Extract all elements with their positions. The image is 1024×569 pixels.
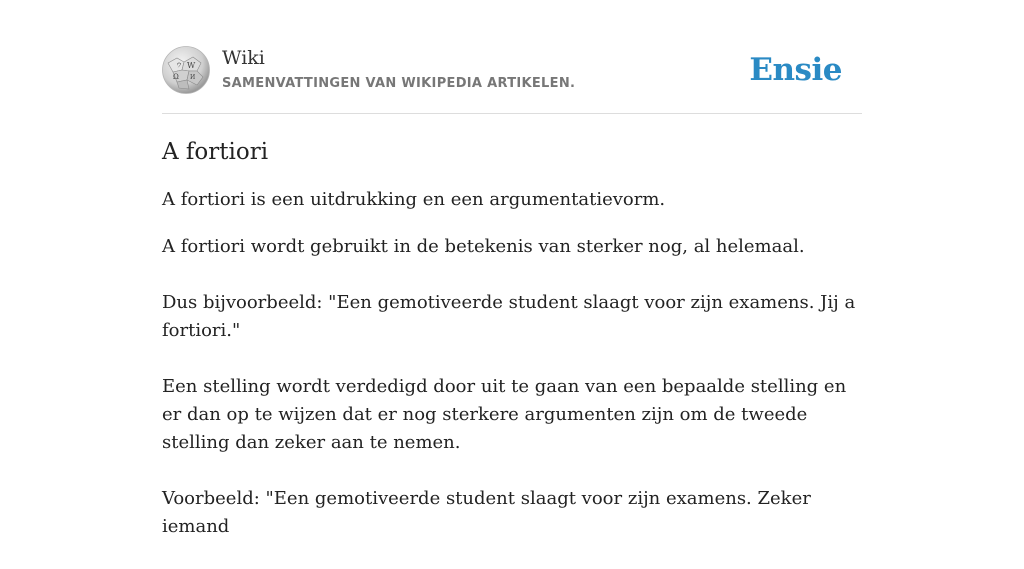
svg-text:Ω: Ω (173, 73, 179, 81)
header-divider (162, 113, 862, 114)
wikipedia-globe-icon[interactable] (162, 46, 210, 94)
article-paragraph: Voorbeeld: "Een gemotiveerde student slaagt voor zijn examens. Zeker iemand (162, 488, 811, 537)
article-paragraph: Dus bijvoorbeeld: "Een gemotiveerde student slaagt voor zijn examens. Jij a fortiori." (162, 292, 856, 341)
svg-text:W: W (187, 61, 196, 70)
svg-text:ウ: ウ (176, 62, 183, 69)
article-intro: A fortiori is een uitdrukking en een argumentatievorm. (162, 189, 666, 210)
site-header (162, 46, 862, 96)
site-tagline: SAMENVATTINGEN VAN WIKIPEDIA ARTIKELEN. (222, 76, 576, 91)
brand-logo[interactable]: Ensie (749, 52, 842, 88)
article-title: A fortiori (162, 139, 269, 165)
article-paragraph: Een stelling wordt verdedigd door uit te gaan van een bepaalde stelling en er dan op te wijzen dat er nog sterkere argumenten zijn om de tweede stelling dan zeker aan te nemen. (162, 376, 847, 453)
article-paragraph: A fortiori wordt gebruikt in de betekenis van sterker nog, al helemaal. (162, 236, 805, 257)
site-name[interactable]: Wiki (222, 47, 265, 69)
svg-text:И: И (190, 74, 196, 81)
article (162, 136, 862, 569)
